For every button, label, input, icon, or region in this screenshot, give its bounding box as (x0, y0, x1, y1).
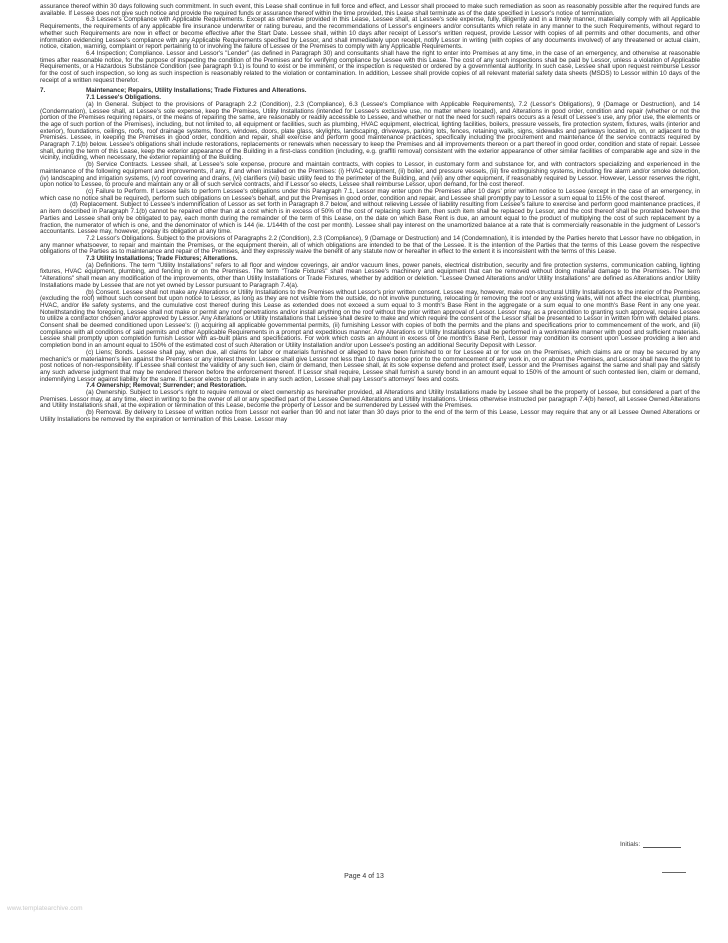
paragraph-7-1-d-replacement: (d) Replacement. Subject to Lessee's indemnification of Lessor as set forth in Paragraph 8.7 below, and without relieving Lessee of liability resulting from Lessee's failure to exercise and perform good maintenance practices, if an item described in Paragraph 7.1(b) cannot be repaired other than at a cost which is in excess of 50% of the cost of replacing such item, then such item shall be replaced by Lessor, and the cost thereof shall be prorated between the Parties and Lessee shall only be obligated to pay, each month during the remainder of the term of this Lease, on the date on which Base Rent is due, an amount equal to the product of multiplying the cost of such replacement by a fraction, the numerator of which is one, and the denominator of which is 144 (ie. 1/144th of the cost per month). Lessee shall pay interest on the unamortized balance at a rate that is commercially reasonable in the judgment of Lessor's accountants. Lessee may, however, prepay its obligation at any time. (40, 201, 700, 236)
lease-document-body (40, 4, 700, 424)
paragraph-7-3-c-liens: (c) Liens; Bonds. Lessee shall pay, when due, all claims for labor or materials furnished or alleged to have been furnished to or for Lessee at or for use on the Premises, which claims are or may be secured by any mechanic's or materialmen's lien against the Premises or any interest therein. Lessee shall give Lessor not less than 10 days notice prior to the commencement of any work in, on or about the Premises, and Lessor shall have the right to post notices of non-responsibility. If Lessee shall contest the validity of any such lien, claim or demand, then Lessee shall, at its sole expense defend and protect itself, Lessor and the Premises against the same and shall pay and satisfy any such adverse judgment that may be rendered thereon before the enforcement thereof. If Lessor shall require, Lessee shall furnish a surety bond in an amount equal to 150% of the amount of such contested lien, claim or demand, indemnifying Lessor against liability for the same. If Lessor elects to participate in any such action, Lessee shall pay Lessor's attorneys' fees and costs. (40, 348, 700, 383)
subsection-7-1-title: 7.1 Lessee's Obligations. (86, 94, 161, 102)
subsection-7-4-title: 7.4 Ownership; Removal; Surrender; and Restoration. (86, 382, 247, 390)
paragraph-7-4-b-removal: (b) Removal. By delivery to Lessee of written notice from Lessor not earlier than 90 and not later than 30 days prior to the end of the term of this Lease, Lessor may require that any or all Lessee Owned Alterations or Utility Installations be removed by the expiration or termination of this Lease. Lessor may (40, 409, 700, 423)
watermark: www.templatearchive.com (7, 905, 83, 912)
paragraph-7-3-a-definitions: (a) Definitions. The term "Utility Installations" refers to all floor and window coverings, air and/or vacuum lines, power panels, electrical distribution, security and fire protection systems, communication cabling, lighting fixtures, HVAC equipment, plumbing, and fencing in or on the Premises. The term "Trade Fixtures" shall mean Lessee's machinery and equipment that can be removed without doing material damage to the Premises. The term "Alterations" shall mean any modification of the improvements, other than Utility Installations or Trade Fixtures, whether by addition or deletion. "Lessee Owned Alterations and/or Utility Installations" are defined as Alterations and/or Utility Installations made by Lessee that are not yet owned by Lessor pursuant to Paragraph 7.4(a). (40, 261, 700, 289)
paragraph-remediation: assurance thereof within 30 days following such commitment. In such event, this Lease shall continue in full force and effect, and Lessor shall proceed to make such remediation as soon as reasonably possible after the required funds are available. If Lessee does not give such notice and provide the required funds or assurance thereof within the time provided, this Lease shall terminate as of the date specified in Lessor's notice of termination. (40, 3, 700, 17)
initials-line (643, 847, 681, 848)
paragraph-7-3-b-consent: (b) Consent. Lessee shall not make any Alterations or Utility Installations to the Premises without Lessor's prior written consent. Lessee may, however, make non-structural Utility Installations to the interior of the Premises (excluding the roof) without such consent but upon notice to Lessor, as long as they are not visible from the outside, do not involve puncturing, relocating or removing the roof or any existing walls, will not affect the electrical, plumbing, HVAC, and/or life safety systems, and the cumulative cost thereof during this Lease as extended does not exceed a sum equal to 3 month's Base Rent in the aggregate or a sum equal to one month's Base Rent in any one year. Notwithstanding the foregoing, Lessee shall not make or permit any roof penetrations and/or install anything on the roof without the prior written approval of Lessor. Lessor may, as a precondition to granting such approval, require Lessee to utilize a contractor chosen and/or approved by Lessor. Any Alterations or Utility Installations that Lessee shall desire to make and which require the consent of the Lessor shall be presented to Lessor in written form with detailed plans. Consent shall be deemed conditioned upon Lessee's: (i) acquiring all applicable governmental permits, (ii) furnishing Lessor with copies of both the permits and the plans and specifications prior to commencement of the work, and (iii) compliance with all conditions of said permits and other Applicable Requirements in a prompt and expeditious manner. Any Alterations or Utility Installations shall be performed in a workmanlike manner with good and sufficient materials. Lessee shall promptly upon completion furnish Lessor with as-built plans and specifications. For work which costs an amount in excess of one month's Base Rent, Lessor may condition its consent upon Lessee providing a lien and completion bond in an amount equal to 150% of the estimated cost of such Alteration or Utility Installation and/or upon Lessee's posting an additional Security Deposit with Lessor. (40, 288, 700, 350)
paragraph-7-4-a-ownership: (a) Ownership. Subject to Lessor's right to require removal or elect ownership as hereinafter provided, all Alterations and Utility Installations made by Lessee shall be the property of Lessee, but considered a part of the Premises. Lessor may, at any time, elect in writing to be the owner of all or any specified part of the Lessee Owned Alterations and Utility Installations. Unless otherwise instructed per paragraph 7.4(b) hereof, all Lessee Owned Alterations and Utility Installations shall, at the expiration or termination of this Lease, become the property of Lessor and be surrendered by Lessee with the Premises. (40, 389, 700, 410)
paragraph-6-4-inspection: 6.4 Inspection; Compliance. Lessor and Lessor's "Lender" (as defined in Paragraph 30) and consultants shall have the right to enter into Premises at any time, in the case of an emergency, and otherwise at reasonable times after reasonable notice, for the purpose of inspecting the condition of the Premises and for verifying compliance by Lessee with this Lease. The cost of any such inspections shall be paid by Lessor, unless a violation of Applicable Requirements, or a Hazardous Substance Condition (see paragraph 9.1) is found to exist or be imminent, or the inspection is requested or ordered by a governmental authority. In such case, Lessee shall upon request reimburse Lessor for the cost of such inspection, so long as such inspection is reasonably related to the violation or contamination. In addition, Lessee shall provide copies of all relevant material safety data sheets (MSDS) to Lessor within 10 days of the receipt of a written request therefor. (40, 49, 700, 84)
initials-field (620, 841, 681, 848)
page-number: Page 4 of 13 (344, 873, 384, 880)
section-7-title: Maintenance; Repairs, Utility Installations; Trade Fixtures and Alterations. (86, 87, 307, 95)
subsection-7-3-title: 7.3 Utility Installations; Trade Fixtures; Alterations. (86, 255, 238, 263)
paragraph-6-3-compliance: 6.3 Lessee's Compliance with Applicable Requirements. Except as otherwise provided in this Lease, Lessee shall, at Lessee's sole expense, fully, diligently and in a timely manner, materially comply with all Applicable Requirements, the requirements of any applicable fire insurance underwriter or rating bureau, and the recommendations of Lessor's engineers and/or consultants which relate in any manner to the such Requirements, without regard to whether such Requirements are now in effect or become effective after the Start Date. Lessee shall, within 10 days after receipt of Lessor's written request, provide Lessor with copies of all permits and other documents, and other information evidencing Lessee's compliance with any Applicable Requirements specified by Lessor, and shall immediately upon receipt, notify Lessor in writing (with copies of any documents involved) of any threatened or actual claim, notice, citation, warning, complaint or report pertaining to or involving the failure of Lessee or the Premises to comply with any Applicable Requirements. (40, 16, 700, 51)
section-7-number: 7. (40, 87, 46, 95)
paragraph-7-1-a-general: (a) In General. Subject to the provisions of Paragraph 2.2 (Condition), 2.3 (Compliance), 6.3 (Lessee's Compliance with Applicable Requirements), 7.2 (Lessor's Obligations), 9 (Damage or Destruction), and 14 (Condemnation), Lessee shall, at Lessee's sole expense, keep the Premises, Utility Installations (intended for Lessee's exclusive use, no matter where located), and Alterations in good order, condition and repair (whether or not the portion of the Premises requiring repairs, or the means of repairing the same, are reasonably or readily accessible to Lessee, and whether or not the need for such repairs occurs as a result of Lessee's use, any prior use, the elements or the age of such portion of the Premises), including, but not limited to, all equipment or facilities, such as plumbing, HVAC equipment, electrical, lighting facilities, boilers, pressure vessels, fire protection system, fixtures, walls (interior and exterior), foundations, ceilings, roofs, roof drainage systems, floors, windows, doors, plate glass, skylights, landscaping, driveways, parking lots, fences, retaining walls, signs, sidewalks and parkways located in, on, or adjacent to the Premises. Lessee, in keeping the Premises in good order, condition and repair, shall exercise and perform good maintenance practices, specifically including the procurement and maintenance of the service contracts required by Paragraph 7.1(b) below. Lessee's obligations shall include restorations, replacements or renewals when necessary to keep the Premises and all improvements thereon or a part thereof in good order, condition and state of repair. Lessee shall, during the term of this Lease, keep the exterior appearance of the Building in a first-class condition (including, e.g. graffiti removal) consistent with the exterior appearance of other similar facilities of comparable age and size in the vicinity, including, when necessary, the exterior repainting of the Building. (40, 100, 700, 162)
paragraph-7-1-b-service-contracts: (b) Service Contracts. Lessee shall, at Lessee's sole expense, procure and maintain contracts, with copies to Lessor, in customary form and substance for, and with contractors specializing and experienced in the maintenance of the following equipment and improvements, if any, if and when installed on the Premises: (i) HVAC equipment, (ii) boiler, and pressure vessels, (iii) fire extinguishing systems, including fire alarm and/or smoke detection, (iv) landscaping and irrigation systems, (v) roof covering and drains, (vi) clarifiers (vii) basic utility feed to the perimeter of the Building, and (viii) any other equipment, if reasonably required by Lessor. However, Lessor reserves the right, upon notice to Lessee, to procure and maintain any or all of such service contracts, and if Lessor so elects, Lessee shall reimburse Lessor, upon demand, for the cost thereof. (40, 161, 700, 189)
paragraph-7-1-c-failure: (c) Failure to Perform. If Lessee fails to perform Lessee's obligations under this Paragraph 7.1, Lessor may enter upon the Premises after 10 days' prior written notice to Lessee (except in the case of an emergency, in which case no notice shall be required), perform such obligations on Lessee's behalf, and put the Premises in good order, condition and repair, and Lessee shall promptly pay to Lessor a sum equal to 115% of the cost thereof. (40, 187, 700, 202)
initials-label: Initials: (620, 841, 641, 848)
paragraph-7-2-lessor-obligations: 7.2 Lessor's Obligations. Subject to the provisions of Paragraphs 2.2 (Condition), 2.3 (Compliance), 9 (Damage or Destruction) and 14 (Condemnation), it is intended by the Parties hereto that Lessor have no obligation, in any manner whatsoever, to repair and maintain the Premises, or the equipment therein, all of which obligations are intended to be that of the Lessee. It is the intention of the Parties that the terms of this Lease govern the respective obligations of the Parties as to maintenance and repair of the Premises, and they expressly waive the benefit of any statute now or hereafter in effect to the extent it is inconsistent with the terms of this Lease. (40, 234, 700, 256)
